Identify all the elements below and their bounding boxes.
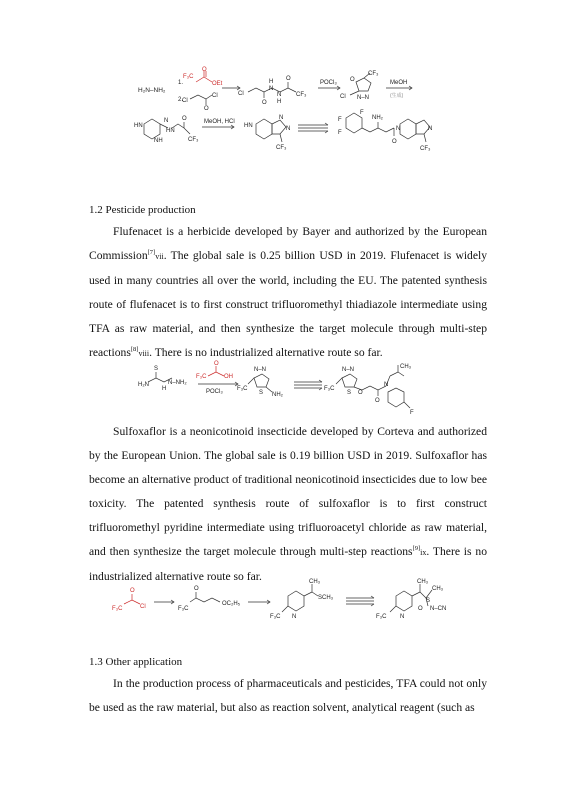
- sita-f2: F: [338, 130, 342, 136]
- para1-text-c: . There is no industrialized alternative route so far.: [149, 346, 383, 359]
- cac-cl1: Cl: [182, 98, 188, 104]
- enone-oc2h5: OC₂H₅: [222, 601, 241, 607]
- flu-n: N: [384, 382, 389, 388]
- pip-o: O: [182, 116, 187, 122]
- sul-s: S: [426, 598, 431, 604]
- sita-n: N: [396, 126, 401, 132]
- para2-text-a: Sulfoxaflor is a neonicotinoid insecticide developed by Corteva and authorized by the European Union. The global sale is 0.19 billion USD in 2019. Sulfoxaflor has become an alternative product of traditional neonicotinoid insecticides due to low bee toxicity. The patented synthesis route of sulfoxaflor is to first construct trifluoromethyl pyridine intermediate using trifluoroacetyl chloride as raw material, and then synthesize the target molecule through multi-step reactions: [89, 425, 487, 558]
- sul-n: N: [400, 614, 405, 620]
- dah-o1: O: [262, 100, 267, 106]
- meoh-label: MeOH: [390, 80, 408, 86]
- section-heading-1-2: 1.2 Pesticide production: [89, 204, 196, 216]
- dah-cl: Cl: [238, 91, 244, 97]
- tfa-ester-f3c: F₃C: [183, 74, 194, 80]
- dah-h1: H: [269, 79, 274, 85]
- step-2-number: 2.: [178, 97, 184, 103]
- pip-n: N: [164, 118, 169, 124]
- scheme3-multistep-arrows: [346, 596, 374, 606]
- dah-n2: N: [277, 92, 282, 98]
- pip-hn2: HN: [166, 128, 175, 134]
- sita-cf3: CF₃: [420, 146, 431, 152]
- tfac-f3c: F₃C: [112, 606, 123, 612]
- flu-f3c: F₃C: [324, 386, 335, 392]
- tfac-o: O: [130, 588, 135, 594]
- paragraph-sulfoxaflor: [89, 420, 487, 589]
- endnote-vii: vii: [155, 252, 164, 261]
- flu-s: S: [347, 390, 352, 396]
- tfa-ester-o: O: [202, 67, 207, 73]
- tri-hn: HN: [244, 123, 253, 129]
- sul-ch3b: CH₃: [432, 586, 444, 592]
- ethoxyvinyl-ketone: [190, 598, 220, 602]
- meoh-sublabel: (生成): [390, 93, 404, 99]
- oxa-cf3: CF₃: [368, 71, 379, 77]
- para1-text-a: Flufenacet is a herbicide developed by Bayer and authorized by the European Commission: [89, 225, 487, 262]
- pocl3-label: POCl₃: [320, 80, 337, 86]
- flufenacet-thiadiazole: [342, 374, 357, 387]
- pyr-ch3: CH₃: [309, 579, 321, 585]
- tfa-f3c: F₃C: [196, 374, 207, 380]
- citation-8: [8]: [130, 346, 139, 353]
- td-nn: N–N: [254, 367, 267, 373]
- cac-cl2: Cl: [212, 93, 218, 99]
- trifluorophenyl-ring: [346, 113, 362, 133]
- cac-o: O: [204, 106, 209, 112]
- meoh-hcl-label: MeOH, HCl: [204, 119, 235, 125]
- multistep-arrows: [298, 123, 328, 133]
- triazolopiperazine-core: [256, 119, 272, 139]
- sita-nh2: NH₂: [372, 115, 383, 121]
- oxa-o: O: [350, 77, 355, 83]
- trifluoroacetic-acid: [208, 366, 224, 376]
- tri-n: N: [279, 115, 284, 121]
- tfa-ester-oet: OEt: [212, 81, 223, 87]
- citation-9: [9]: [412, 545, 421, 552]
- trifluoroacetyl-chloride: [124, 594, 140, 604]
- dah-h2: H: [277, 99, 282, 105]
- fluorophenyl-ring: [388, 388, 404, 407]
- piperazine-ring: [144, 119, 160, 139]
- tfa-oh: OH: [224, 374, 233, 380]
- scheme2-pocl3: POCl₃: [206, 389, 223, 395]
- step-1-number: 1.: [178, 80, 184, 86]
- sita-f1: F: [338, 117, 342, 123]
- tfa-o: O: [214, 361, 219, 367]
- dah-cf3: CF₃: [296, 92, 307, 98]
- sul-f3c: F₃C: [376, 614, 387, 620]
- sita-n2: N: [428, 126, 433, 132]
- para1-text-b: . The global sale is 0.25 billion USD in 2019. Flufenacet is widely used in many countries all over the world, including the EU. The patented synthesis route of flufenacet is to first construct trifluoromethyl thiadiazole intermediate using TFA as raw material, and then synthesize the target molecule through multi-step reactions: [89, 249, 487, 359]
- paragraph-flufenacet: [89, 220, 487, 366]
- pip-cf3: CF₃: [188, 137, 199, 143]
- thiadiazole-ring: [254, 374, 269, 387]
- para2-text-b: . There is no industrialized alternative route so far.: [89, 545, 487, 583]
- pip-hn: HN: [134, 123, 143, 129]
- oxa-nn: N–N: [357, 95, 370, 101]
- oxa-cl: Cl: [340, 94, 346, 100]
- endnote-viii: viii: [138, 349, 150, 358]
- pip-nh: NH: [154, 138, 163, 144]
- chloroacetyl-chloride: [190, 95, 212, 105]
- endnote-ix: ix: [420, 548, 427, 557]
- sulfoxaflor-pyridine: [396, 591, 412, 611]
- pyr-f3c: F₃C: [270, 614, 281, 620]
- tri-cf3: CF₃: [276, 145, 287, 151]
- flu-ch3: CH₃: [400, 364, 412, 370]
- sita-o: O: [392, 139, 397, 145]
- tri-n2: N: [286, 126, 291, 132]
- section-heading-1-3: 1.3 Other application: [89, 656, 183, 668]
- dah-n1: N: [269, 86, 274, 92]
- flu-o2: O: [375, 398, 380, 404]
- oxadiazole-ring: [356, 78, 371, 91]
- thio-nhnh2: N–NH₂: [168, 380, 187, 386]
- hydrazine-label: H₂N–NH₂: [138, 87, 166, 94]
- thio-h: H: [162, 386, 167, 392]
- paragraph-other-application: In the production process of pharmaceuticals and pesticides, TFA could not only be used as the raw material, but also as reaction solvent, analytical reagent (such as: [89, 677, 487, 714]
- sitagliptin-synthesis-scheme: [134, 67, 458, 164]
- enone-f3c: F₃C: [178, 606, 189, 612]
- sulfoxaflor-synthesis-scheme: [112, 578, 462, 628]
- tfac-cl: Cl: [140, 604, 146, 610]
- td-f3c: F₃C: [237, 386, 248, 392]
- thio-h2n: H₂N: [138, 382, 149, 388]
- thio-s: S: [154, 366, 159, 372]
- td-nh2: NH₂: [272, 392, 283, 398]
- pyr-n: N: [292, 614, 297, 620]
- sul-ncn: N–CN: [430, 606, 447, 612]
- td-s: S: [259, 390, 264, 396]
- sita-f3: F: [360, 110, 364, 116]
- flu-o: O: [358, 390, 363, 396]
- flufenacet-synthesis-scheme: [138, 362, 448, 418]
- flu-nn: N–N: [342, 367, 355, 373]
- enone-o: O: [194, 586, 199, 592]
- citation-7: [7]: [147, 249, 156, 256]
- flu-f: F: [410, 410, 414, 416]
- sul-o: O: [418, 606, 423, 612]
- scheme2-multistep-arrows: [294, 380, 322, 390]
- pyridine-ring: [288, 591, 304, 611]
- sul-ch3: CH₃: [417, 579, 429, 585]
- dah-o2: O: [286, 76, 291, 82]
- pyr-sch3: SCH₃: [318, 595, 334, 601]
